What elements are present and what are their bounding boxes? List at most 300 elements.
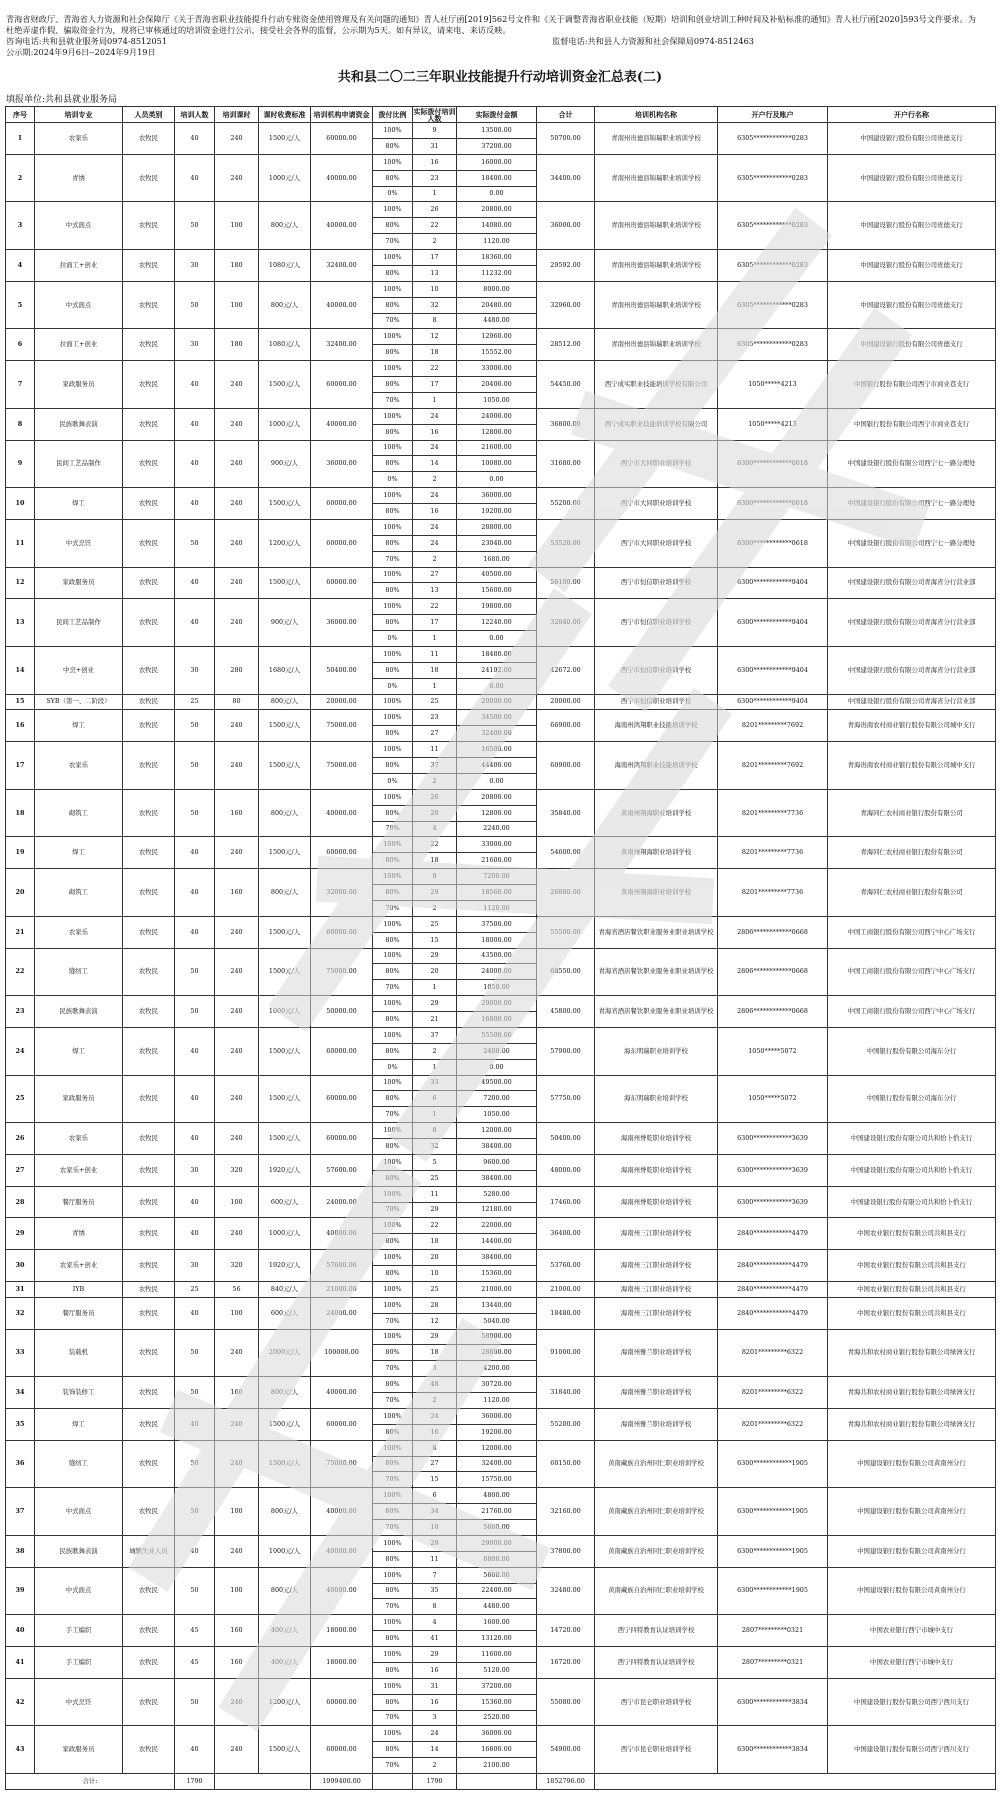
table-cell: 32 [413,1139,457,1155]
table-cell: 5040.00 [457,1313,537,1329]
table-cell: 50 [175,789,215,837]
table-cell: 13120.00 [457,1631,537,1647]
table-cell: 青海共和农村商业银行股份有限公司绿洲支行 [828,1408,996,1440]
table-cell: 100% [373,1647,413,1663]
table-cell: 55200.00 [537,488,595,520]
table-cell: 1 [413,392,457,408]
table-cell: 1500元/人 [259,948,311,996]
table-cell: 26 [6,1123,35,1155]
table-cell: 40 [175,440,215,488]
table-cell: 75000.00 [311,948,373,996]
table-cell: 40000.00 [311,1535,373,1567]
table-cell: 青海省酒店餐饮职业服务业职业培训学校 [595,948,718,996]
table-cell: 100% [373,869,413,885]
table-row [6,1615,996,1631]
table-cell: 中国银行股份有限公司海东分行 [828,1075,996,1123]
table-cell: 1500元/人 [259,361,311,409]
table-cell: 25 [6,1075,35,1123]
table-cell: 1000元/人 [259,996,311,1028]
table-cell: 24 [413,440,457,456]
column-header: 培训人数 [175,107,215,123]
table-cell: 1050*****5072 [718,1075,828,1123]
table-cell: 22 [413,218,457,234]
table-cell: 13 [413,583,457,599]
table-cell: 14400.00 [457,1234,537,1250]
table-cell: 29 [413,1647,457,1663]
table-cell: 12000.00 [457,1440,537,1456]
table-cell: IYB [35,1281,123,1297]
table-cell: 37500.00 [457,916,537,932]
table-cell: 27 [413,726,457,742]
table-cell: 19200.00 [457,1424,537,1440]
table-cell: 中国建设银行股份有限公司青海省分行营业部 [828,599,996,647]
table-cell: 240 [215,1535,259,1567]
table-cell: 100% [373,519,413,535]
table-cell: 0% [373,678,413,694]
table-cell: 29000.00 [457,996,537,1012]
table-cell: 1050.00 [457,980,537,996]
table-cell: 54450.00 [537,361,595,409]
table-cell: 600元/人 [259,1297,311,1329]
table-cell: 青海贵南农村商业银行股份有限公司城中支行 [828,710,996,742]
table-cell: 17 [413,377,457,393]
table-cell: 1500元/人 [259,837,311,869]
table-cell: 合计: [6,1774,175,1790]
table-cell: 4480.00 [457,1599,537,1615]
table-cell: 240 [215,1408,259,1440]
table-row [6,996,996,1012]
table-row [6,1186,996,1202]
table-cell: 33000.00 [457,837,537,853]
table-cell: 30 [6,1250,35,1282]
table-cell: 6305************0283 [718,202,828,250]
table-cell: 6300************3639 [718,1154,828,1186]
table-cell: 240 [215,1123,259,1155]
table-cell: 31840.00 [537,1377,595,1409]
table-cell: 900元/人 [259,599,311,647]
table-cell: 68550.00 [537,948,595,996]
table-cell: 2806************0668 [718,916,828,948]
table-cell: 80% [373,1694,413,1710]
table-cell: 57600.00 [311,1154,373,1186]
table-cell: 0% [373,773,413,789]
table-cell: 7200.00 [457,869,537,885]
table-cell: 60000.00 [311,488,373,520]
table-cell: 34 [6,1377,35,1409]
table-cell: 19200.00 [457,504,537,520]
table-cell: 28800.00 [457,519,537,535]
table-cell: 21 [6,916,35,948]
table-cell: 48000.00 [537,1154,595,1186]
table-cell: 29000.00 [457,1535,537,1551]
table-cell: 25 [413,1170,457,1186]
table-cell: 80% [373,932,413,948]
table-row [6,948,996,964]
table-cell: 180 [215,329,259,361]
table-cell: 农牧民 [123,710,175,742]
table-cell: 2520.00 [457,1710,537,1726]
table-cell: 36400.00 [537,1218,595,1250]
table-cell: 黄南藏族自治州同仁职业培训学校 [595,1488,718,1536]
table-row [6,1027,996,1043]
table-cell: 青南州贵德县锦瑞职业培训学校 [595,154,718,202]
table-cell: 焊工 [35,1027,123,1075]
table-cell: 6300************1905 [718,1535,828,1567]
table-cell: 40000.00 [311,1218,373,1250]
table-cell: 中国工商银行股份有限公司西宁中心广场支行 [828,916,996,948]
table-cell: 黄南州翔海职业培训学校 [595,789,718,837]
table-cell: 装载机 [35,1329,123,1377]
table-cell: 28 [413,1297,457,1313]
notice-consult-phone: 咨询电话:共和县就业服务局0974-8512051 [6,36,168,46]
table-cell: 18480.00 [457,646,537,662]
table-cell: 11 [6,519,35,567]
table-cell: 海南州三江职业培训学校 [595,1218,718,1250]
table-cell: 18 [413,662,457,678]
table-cell: 70% [373,1361,413,1377]
table-cell: 0.00 [457,773,537,789]
table-cell: 20000.00 [311,694,373,710]
table-cell: 80% [373,1266,413,1282]
table-cell: 80% [373,456,413,472]
table-cell: 中国农业银行股份有限公司共和县支行 [828,1281,996,1297]
table-cell: 海南州雅兰职业培训学校 [595,1408,718,1440]
table-cell: 1200元/人 [259,1678,311,1726]
table-cell: 17 [6,742,35,790]
table-cell: 32400.00 [311,329,373,361]
table-cell: 75000.00 [311,742,373,790]
table-cell: 40 [175,1218,215,1250]
table-cell: 100% [373,1678,413,1694]
table-cell: 0% [373,472,413,488]
table-cell: 民间工艺品制作 [35,599,123,647]
table-cell: 80% [373,1504,413,1520]
table-cell: 12 [413,329,457,345]
table-cell: 100% [373,123,413,139]
table-cell: 1080元/人 [259,250,311,282]
table-cell: 22 [413,1218,457,1234]
table-cell: 18360.00 [457,250,537,266]
table-cell: 农牧民 [123,154,175,202]
table-row [6,1329,996,1345]
table-cell: 60000.00 [311,1075,373,1123]
table-cell: 1200元/人 [259,519,311,567]
table-cell: 农牧民 [123,1678,175,1726]
table-cell: 0.00 [457,1059,537,1075]
table-cell: 91000.00 [537,1329,595,1377]
table-row [6,1281,996,1297]
table-row [6,1123,996,1139]
table-row [6,1250,996,1266]
table-cell: 农牧民 [123,408,175,440]
table-cell: 800元/人 [259,694,311,710]
table-cell: 24000.00 [311,1186,373,1218]
table-cell: 40000.00 [311,1488,373,1536]
table-cell: 29 [413,948,457,964]
table-cell: 80% [373,885,413,901]
table-cell: 40 [175,916,215,948]
table-cell: 11232.00 [457,265,537,281]
funding-table [5,106,996,1790]
table-cell: 40000.00 [311,154,373,202]
table-cell: 100% [373,1281,413,1297]
table-cell: 3 [6,202,35,250]
table-cell: 40 [175,1075,215,1123]
watermark-text: 共和人社 [0,0,4,1]
table-header-row [6,107,996,123]
table-cell: 25 [175,1281,215,1297]
table-cell: 50400.00 [311,646,373,694]
table-cell: 3 [413,1710,457,1726]
table-cell: 11600.00 [457,1647,537,1663]
table-cell: 50400.00 [537,1123,595,1155]
table-cell: 手工编织 [35,1615,123,1647]
table-cell: 农牧民 [123,281,175,329]
table-cell: 6300************1905 [718,1567,828,1615]
table-cell: 6300************9404 [718,694,828,710]
table-cell: 12 [6,567,35,599]
table-cell: 2240.00 [457,821,537,837]
table-cell: 80% [373,1043,413,1059]
table-cell: 1500元/人 [259,1027,311,1075]
table-cell: 民族歌舞表演 [35,996,123,1028]
table-cell: 20400.00 [457,377,537,393]
table-cell: 19 [6,837,35,869]
table-cell: 22 [413,361,457,377]
table-cell: 80% [373,853,413,869]
table-cell: 18 [413,853,457,869]
table-cell: 40 [175,1408,215,1440]
table-cell: 100% [373,1726,413,1742]
table-cell: 70% [373,313,413,329]
table-cell: 农牧民 [123,646,175,694]
table-cell: 24 [413,408,457,424]
table-cell: 32400.00 [457,726,537,742]
table-cell: 0% [373,631,413,647]
table-cell: 40000.00 [311,202,373,250]
table-cell: 中国农业银行股份有限公司共和县支行 [828,1297,996,1329]
table-cell: 农牧民 [123,1297,175,1329]
table-cell: 240 [215,488,259,520]
table-cell: 60150.00 [537,1440,595,1488]
table-cell: 55080.00 [537,1678,595,1726]
table-cell: 家政服务员 [35,361,123,409]
table-cell: 中国建设银行股份有限公司青海省分行营业部 [828,694,996,710]
table-row [6,742,996,758]
table-cell: 4 [6,250,35,282]
table-cell: 0.00 [457,631,537,647]
table-cell: 24000.00 [457,964,537,980]
table-cell: 15 [413,1472,457,1488]
table-cell: 中国农业银行西宁市城中支行 [828,1647,996,1679]
table-cell: 32000.00 [311,869,373,917]
table-cell: 中式面点 [35,1488,123,1536]
table-cell: 100% [373,488,413,504]
table-cell: 240 [215,1678,259,1726]
table-cell: 40 [175,1027,215,1075]
table-cell: 40 [175,1123,215,1155]
table-cell: 砌筑工 [35,789,123,837]
table-cell: 8000.00 [457,281,537,297]
table-cell: 11 [413,646,457,662]
table-cell: 23 [413,170,457,186]
table-cell: 农牧民 [123,1329,175,1377]
table-cell: 1 [413,678,457,694]
table-cell: 43 [6,1726,35,1774]
table-cell: 城镇失业人员 [123,1535,175,1567]
table-cell: 45800.00 [537,996,595,1028]
table-cell: 38400.00 [457,1250,537,1266]
table-cell: 1080元/人 [259,329,311,361]
table-cell: 1920元/人 [259,1154,311,1186]
table-cell: 5 [6,281,35,329]
table-cell: 黄南藏族自治州同仁职业培训学校 [595,1440,718,1488]
table-cell: 青海省酒店餐饮职业服务业职业培训学校 [595,916,718,948]
table-cell: 农牧民 [123,1281,175,1297]
table-cell: 民族歌舞表演 [35,408,123,440]
table-cell: 16000.00 [457,154,537,170]
table-cell: 400元/人 [259,1647,311,1679]
table-cell: 80% [373,265,413,281]
table-cell: 0% [373,1059,413,1075]
table-cell: 2 [413,773,457,789]
table-cell: 240 [215,519,259,567]
column-header: 序号 [6,107,35,123]
table-cell: 青绣 [35,1218,123,1250]
table-cell: 100% [373,948,413,964]
table-row [6,837,996,853]
table-cell: 8201*********7736 [718,789,828,837]
table-cell: 24 [413,1408,457,1424]
table-cell: 32400.00 [457,1456,537,1472]
table-cell: 100% [373,1535,413,1551]
table-cell: 农牧民 [123,1218,175,1250]
table-cell: 农牧民 [123,123,175,155]
table-cell: 70% [373,1202,413,1218]
table-cell: 600元/人 [259,1186,311,1218]
table-cell: 14 [6,646,35,694]
table-cell: 30 [175,1154,215,1186]
table-cell: 家政服务员 [35,567,123,599]
table-cell: 53760.00 [537,1250,595,1282]
table-row [6,1408,996,1424]
table-row [6,599,996,615]
table-cell: 青海贵南农村商业银行股份有限公司城中支行 [828,742,996,790]
table-cell: 中式面点 [35,281,123,329]
table-cell: 22 [413,837,457,853]
table-cell: 8201*********7736 [718,869,828,917]
table-cell: 800元/人 [259,789,311,837]
table-cell: 5120.00 [457,1662,537,1678]
totals-row [6,1774,996,1790]
table-cell: 中国建设银行股份有限公司黄南州分行 [828,1488,996,1536]
table-cell: 160 [215,789,259,837]
table-cell: 农牧民 [123,1027,175,1075]
table-cell: 32960.00 [537,281,595,329]
table-cell: 中国工商银行股份有限公司西宁中心广场支行 [828,996,996,1028]
table-cell: 6300************9404 [718,646,828,694]
table-cell: 58000.00 [457,1329,537,1345]
table-cell: 57750.00 [537,1075,595,1123]
table-cell: 8 [413,1599,457,1615]
table-cell: 80% [373,805,413,821]
table-cell: 4800.00 [457,1488,537,1504]
table-cell: 30 [175,329,215,361]
table-cell: 12800.00 [457,805,537,821]
table-cell: 中烹+创业 [35,646,123,694]
table-row [6,916,996,932]
table-cell: 8201*********6322 [718,1377,828,1409]
table-cell: 农牧民 [123,916,175,948]
table-cell: 16 [413,424,457,440]
table-cell: 240 [215,837,259,869]
table-cell: 6300************3639 [718,1123,828,1155]
table-cell: 240 [215,123,259,155]
table-cell: 18560.00 [457,885,537,901]
table-cell: 1999400.00 [311,1774,373,1790]
table-cell: 100 [215,1186,259,1218]
table-cell: 40 [175,869,215,917]
table-row [6,519,996,535]
table-cell: 农牧民 [123,1123,175,1155]
table-cell: 30 [175,646,215,694]
table-cell: 8 [413,1123,457,1139]
table-cell: 100% [373,250,413,266]
table-row [6,1726,996,1742]
table-cell: 800元/人 [259,1567,311,1615]
table-cell: 29 [6,1218,35,1250]
table-cell: 中国银行股份有限公司西宁市商业巷支行 [828,361,996,409]
table-cell: 100% [373,1075,413,1091]
table-cell: 农牧民 [123,1726,175,1774]
table-cell: 海南州誉乾职业培训学校 [595,1186,718,1218]
table-cell: 28512.00 [537,329,595,361]
table-cell: 1680元/人 [259,646,311,694]
table-cell: 7200.00 [457,1091,537,1107]
table-cell: 西宁市大同职业培训学校 [595,519,718,567]
table-cell: 160 [215,869,259,917]
table-cell: 12960.00 [457,329,537,345]
table-row [6,361,996,377]
table-cell: 农牧民 [123,202,175,250]
table-cell: 60900.00 [537,742,595,790]
table-cell: 5280.00 [457,1186,537,1202]
table-cell: 34400.00 [537,154,595,202]
table-cell: 6305************0283 [718,329,828,361]
table-cell: 54900.00 [537,1726,595,1774]
table-cell: 80% [373,758,413,774]
table-cell: 4 [413,821,457,837]
table-cell: 80% [373,297,413,313]
table-row [6,1535,996,1551]
table-cell: 100% [373,408,413,424]
table-cell: 11 [413,1551,457,1567]
table-cell: 400元/人 [259,1615,311,1647]
column-header: 人员类别 [123,107,175,123]
table-cell: 3 [413,1361,457,1377]
table-cell: 31680.00 [537,440,595,488]
table-cell: 34 [413,1504,457,1520]
table-cell: 40 [175,1726,215,1774]
table-cell: 中国建设银行股份有限公司黄南州分行 [828,1535,996,1567]
table-cell: 农牧民 [123,1075,175,1123]
table-cell: 9 [413,869,457,885]
column-header: 培训机构名称 [595,107,718,123]
table-cell: 14080.00 [457,218,537,234]
table-cell: 840元/人 [259,1281,311,1297]
table-cell: 农牧民 [123,694,175,710]
table-cell: 80% [373,615,413,631]
